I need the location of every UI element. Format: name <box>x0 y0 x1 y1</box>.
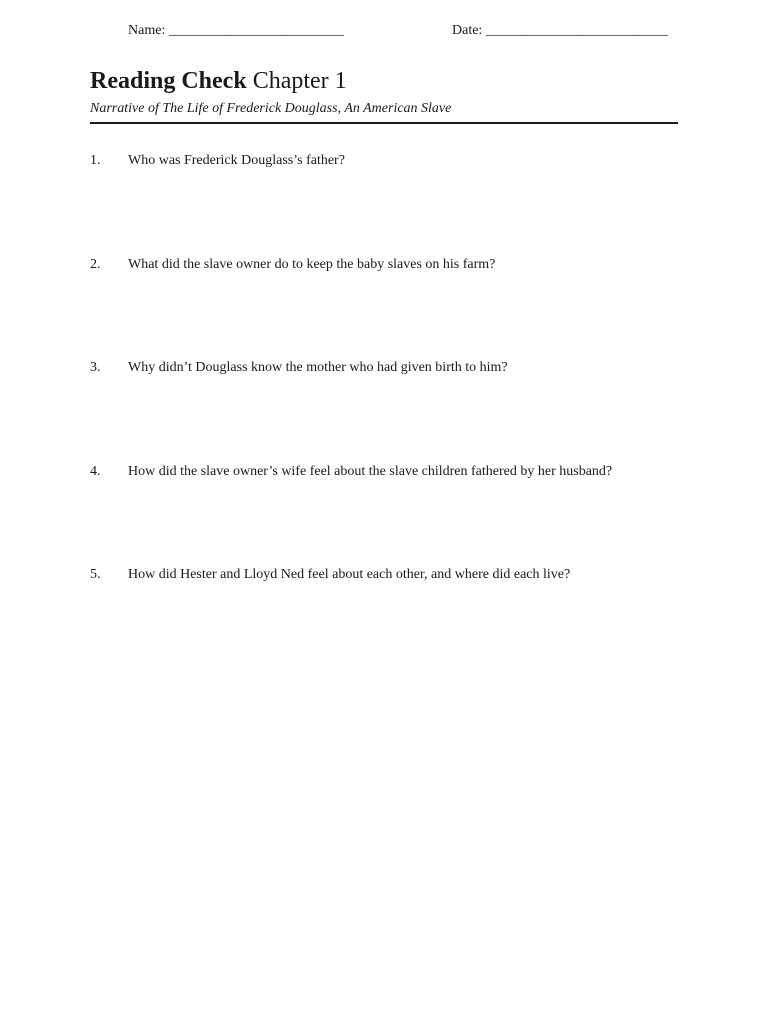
page-title <box>90 66 347 96</box>
question-number: 4. <box>90 464 101 479</box>
question-item <box>90 256 495 274</box>
question-text: What did the slave owner do to keep the baby slaves on his farm? <box>128 257 496 272</box>
question-number: 2. <box>90 257 101 272</box>
question-item <box>90 359 508 377</box>
page-title-bold: Reading Check <box>90 68 247 94</box>
question-number: 1. <box>90 153 101 168</box>
name-field[interactable]: Name: _________________________ <box>128 23 344 38</box>
question-text: How did the slave owner’s wife feel about the slave children fathered by her husband? <box>128 464 613 479</box>
question-text: How did Hester and Lloyd Ned feel about each other, and where did each live? <box>128 567 571 582</box>
question-text: Who was Frederick Douglass’s father? <box>128 153 345 168</box>
question-number: 5. <box>90 567 101 582</box>
title-divider <box>90 122 678 124</box>
question-item <box>90 152 345 170</box>
question-number: 3. <box>90 360 101 375</box>
question-item <box>90 566 570 584</box>
book-subtitle: Narrative of The Life of Frederick Douglass, An American Slave <box>90 101 452 116</box>
date-field[interactable]: Date: __________________________ <box>452 23 668 38</box>
question-item <box>90 463 612 481</box>
question-text: Why didn’t Douglass know the mother who had given birth to him? <box>128 360 508 375</box>
page-title-chapter: Chapter 1 <box>252 68 347 94</box>
